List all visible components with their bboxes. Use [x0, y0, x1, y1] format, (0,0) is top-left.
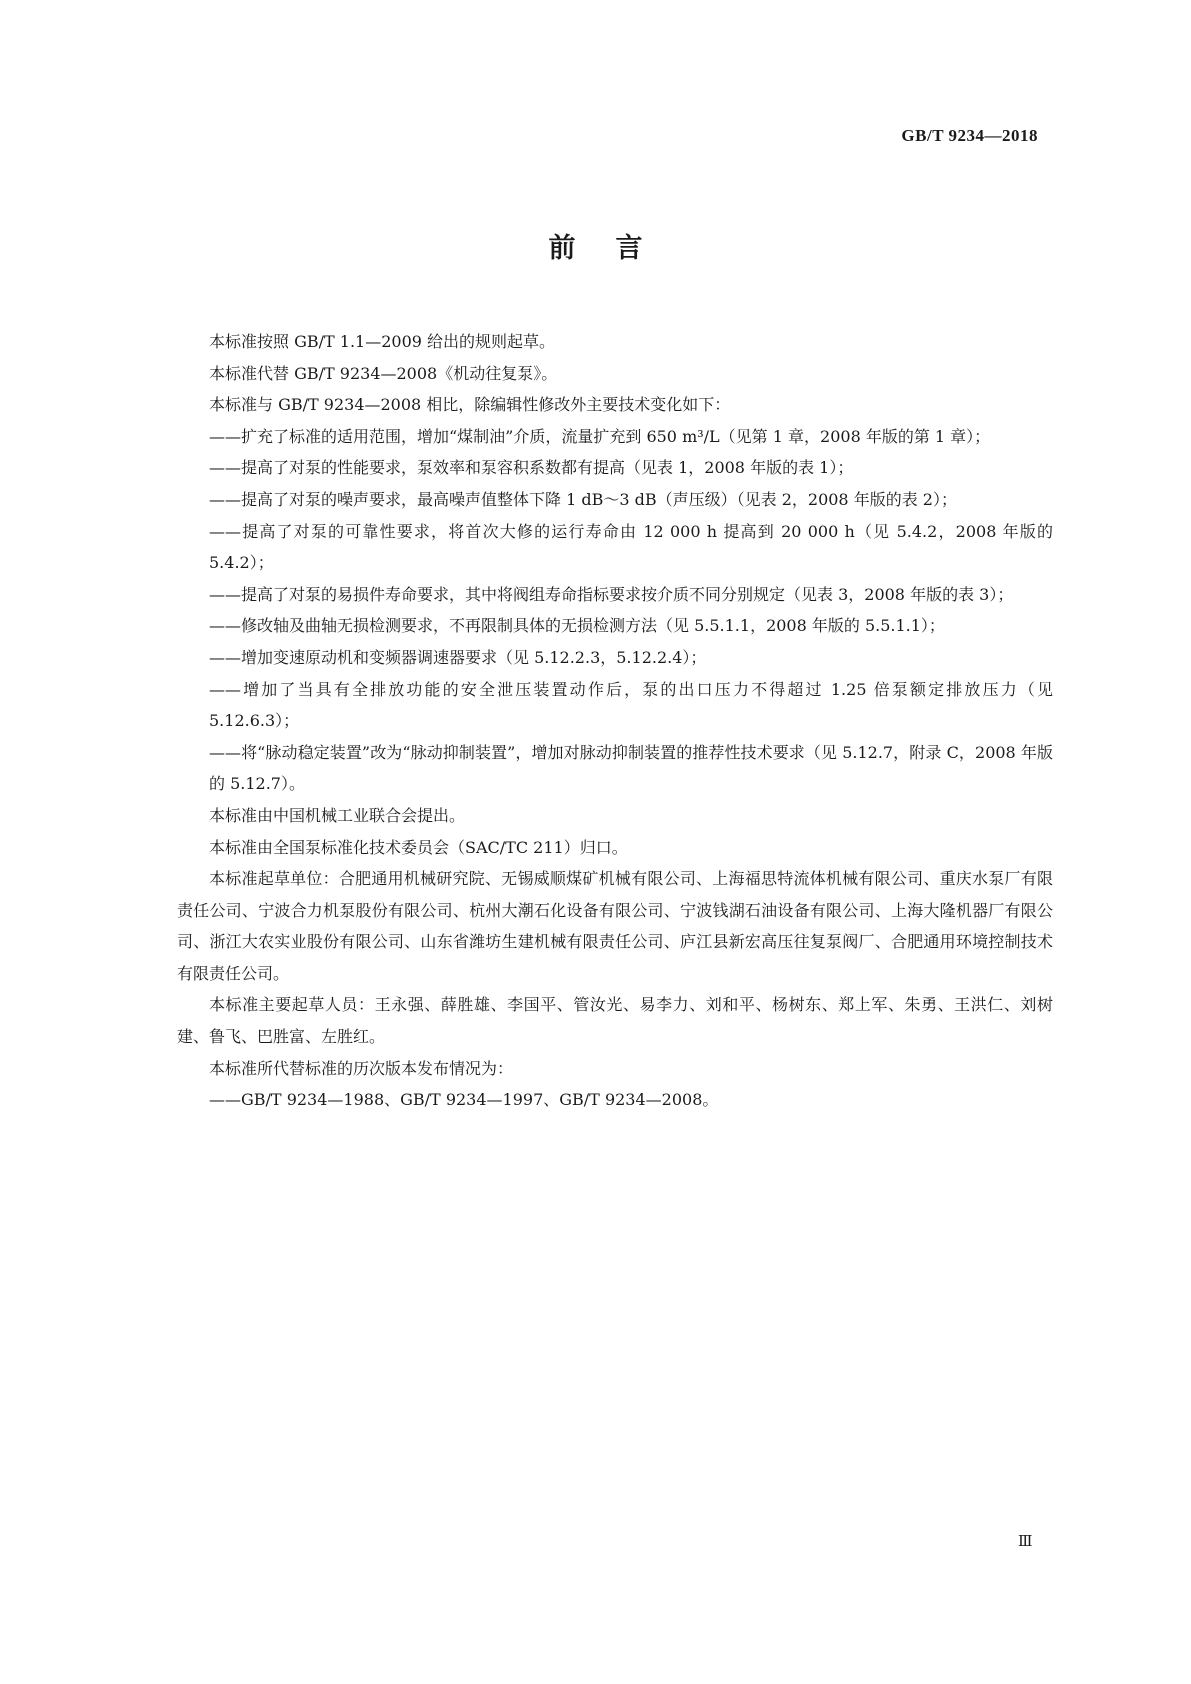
change-item [177, 516, 1053, 579]
change-item [177, 452, 1053, 484]
change-item-text: 增加了当具有全排放功能的安全泄压装置动作后，泵的出口压力不得超过 1.25 倍泵额定排放压力（见 5.12.6.3）； [209, 679, 1053, 731]
change-item [177, 674, 1053, 737]
dash-mark: —— [209, 647, 241, 667]
change-item-text: 将“脉动稳定装置”改为“脉动抑制装置”，增加对脉动抑制装置的推荐性技术要求（见 5.12.7，附录 C，2008 年版的 5.12.7）。 [209, 742, 1053, 794]
intro-paragraph-replaces: 本标准代替 GB/T 9234—2008《机动往复泵》。 [209, 363, 558, 383]
dash-mark: —— [209, 489, 241, 509]
dash-mark: —— [209, 458, 241, 478]
dash-mark: —— [209, 679, 241, 699]
change-item-text: 提高了对泵的可靠性要求，将首次大修的运行寿命由 12 000 h 提高到 20 000 h（见 5.4.2，2008 年版的 5.4.2）； [209, 521, 1053, 573]
change-item [177, 579, 1053, 611]
dash-mark: —— [209, 742, 241, 762]
intro-paragraph-rules: 本标准按照 GB/T 1.1—2009 给出的规则起草。 [209, 332, 556, 351]
dash-mark: —— [209, 1090, 241, 1110]
change-item-text: 提高了对泵的易损件寿命要求，其中将阀组寿命指标要求按介质不同分别规定（见表 3，2008 年版的表 3）； [241, 584, 1014, 604]
intro-paragraph-changes: 本标准与 GB/T 9234—2008 相比，除编辑性修改外主要技术变化如下： [209, 395, 731, 415]
change-item-text: 提高了对泵的噪声要求，最高噪声值整体下降 1 dB～3 dB（声压级）（见表 2，2008 年版的表 2）； [241, 489, 957, 509]
change-item-text: 提高了对泵的性能要求，泵效率和泵容积系数都有提高（见表 1，2008 年版的表 1）； [241, 458, 854, 478]
change-item-text: 增加变速原动机和变频器调速器要求（见 5.12.2.3，5.12.2.4）； [241, 647, 707, 667]
drafting-units-paragraph: 本标准起草单位：合肥通用机械研究院、无锡威顺煤矿机械有限公司、上海福思特流体机械有限公司、重庆水泵厂有限责任公司、宁波合力机泵股份有限公司、杭州大潮石化设备有限公司、宁波钱湖石油设备有限公司、上海大隆机器厂有限公司、浙江大农实业股份有限公司、山东省潍坊生建机械有限责任公司、庐江县新宏高压往复泵阀厂、合肥通用环境控制技术有限责任公司。 [177, 869, 1053, 983]
history-item-text: GB/T 9234—1988、GB/T 9234—1997、GB/T 9234—2008。 [241, 1090, 719, 1110]
history-intro-paragraph: 本标准所代替标准的历次版本发布情况为： [209, 1058, 514, 1078]
dash-mark: —— [209, 584, 241, 604]
dash-mark: —— [209, 616, 241, 636]
change-item [177, 610, 1053, 642]
drafters-paragraph: 本标准主要起草人员：王永强、薛胜雄、李国平、管汝光、易李力、刘和平、杨树东、郑上军、朱勇、王洪仁、刘树建、鲁飞、巴胜富、左胜红。 [177, 995, 1053, 1047]
change-item-text: 修改轴及曲轴无损检测要求，不再限制具体的无损检测方法（见 5.5.1.1，2008 年版的 5.5.1.1）； [241, 616, 945, 636]
dash-mark: —— [209, 426, 241, 446]
dash-mark: —— [209, 521, 241, 541]
page-number: Ⅲ [1018, 1534, 1033, 1550]
change-item-text: 扩充了标准的适用范围，增加“煤制油”介质，流量扩充到 650 m³/L（见第 1 章，2008 年版的第 1 章）； [241, 426, 991, 446]
document-body [177, 326, 1053, 1116]
page-title: 前言 [548, 233, 683, 264]
document-code: GB/T 9234—2018 [901, 126, 1038, 145]
change-item [177, 737, 1053, 800]
change-item [177, 421, 1053, 453]
change-item [177, 642, 1053, 674]
change-item [177, 484, 1053, 516]
committee-paragraph: 本标准由全国泵标准化技术委员会（SAC/TC 211）归口。 [209, 837, 628, 857]
history-item [177, 1084, 1053, 1116]
proposer-paragraph: 本标准由中国机械工业联合会提出。 [209, 805, 466, 825]
